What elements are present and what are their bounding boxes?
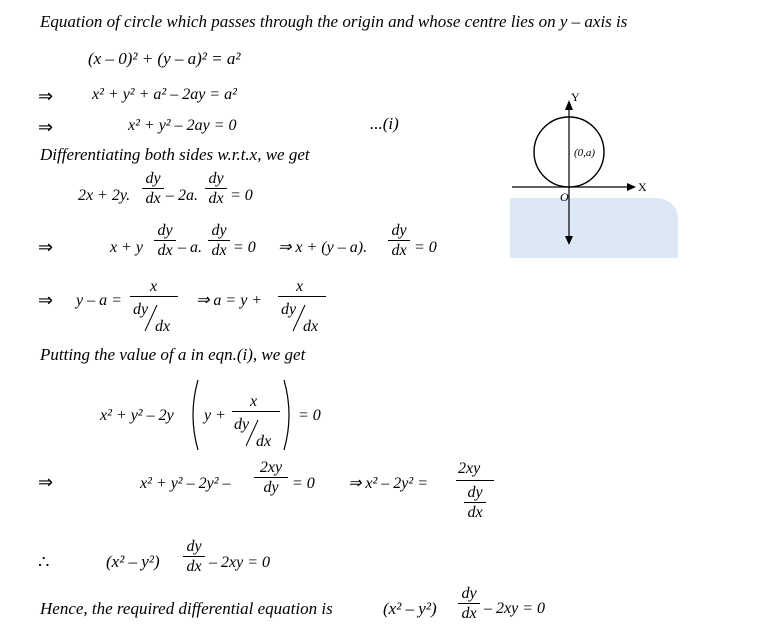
eq9-right: – 2xy = 0 — [209, 554, 270, 571]
fraction-dydx: dy dx — [205, 170, 227, 207]
implies-symbol: ⇒ — [38, 86, 54, 106]
equation-circle: (x – 0)² + (y – a)² = a² — [88, 49, 241, 68]
x-axis-label: X — [638, 180, 647, 194]
nested-dx: dx — [303, 318, 319, 335]
eq5b-right: = 0 — [414, 239, 437, 256]
equation-simplified: x² + y² – 2ay = 0 — [128, 117, 237, 134]
implies-symbol: ⇒ — [38, 237, 54, 257]
differentiating-line: Differentiating both sides w.r.t.x, we get — [40, 145, 310, 164]
y-axis-label: Y — [571, 90, 580, 104]
nested-dx: dx — [256, 433, 272, 450]
nested-dy: dy — [234, 416, 250, 433]
implies-symbol: ⇒ — [38, 472, 54, 492]
eq7-inner: y + — [204, 407, 226, 424]
fraction-bar — [456, 480, 494, 481]
final-right: – 2xy = 0 — [484, 600, 545, 617]
eq5-left: x + y — [110, 239, 143, 256]
fraction-2xy-dy: 2xy dy — [254, 459, 288, 496]
nested-dx: dx — [155, 318, 171, 335]
circle-diagram — [508, 90, 684, 260]
nested-dy: dy — [133, 301, 149, 318]
eq9-left: (x² – y²) — [106, 552, 160, 571]
final-left: (x² – y²) — [383, 599, 437, 618]
eq7-left: x² + y² – 2y — [100, 407, 174, 424]
eq4-mid: – 2a. — [166, 187, 198, 204]
equation-expanded: x² + y² + a² – 2ay = a² — [92, 86, 237, 103]
eq5b-left: ⇒ x + (y – a). — [278, 239, 368, 256]
right-paren — [282, 378, 296, 452]
implies-symbol: ⇒ — [38, 117, 54, 137]
numerator-x: x — [296, 278, 304, 295]
fraction-dydx: dy dx — [458, 585, 480, 622]
fraction-bar — [278, 296, 326, 297]
numerator-x: x — [150, 278, 158, 295]
eq8b-left: ⇒ x² – 2y² = — [348, 475, 428, 492]
fraction-bar — [130, 296, 178, 297]
eq4-left: 2x + 2y. — [78, 187, 131, 204]
shaded-region — [510, 198, 678, 258]
eq8-left: x² + y² – 2y² – — [140, 475, 231, 492]
centre-label: (0,a) — [574, 147, 596, 159]
eq6b-left: ⇒ a = y + — [196, 292, 263, 309]
eq5-right: = 0 — [233, 239, 256, 256]
hence-line: Hence, the required differential equation is — [40, 599, 333, 618]
equation-tag: ...(i) — [370, 114, 399, 133]
nested-dy: dy — [281, 301, 297, 318]
putting-line: Putting the value of a in eqn.(i), we get — [40, 345, 306, 364]
fraction-dydx: dy dx — [154, 222, 176, 259]
fraction-dydx: dy dx — [142, 170, 164, 207]
numerator-2xy: 2xy — [458, 460, 481, 477]
x-axis-arrow-icon — [627, 183, 636, 191]
therefore-symbol: ∴ — [38, 552, 50, 572]
fraction-dydx: dy dx — [183, 538, 205, 575]
fraction-dydx: dy dx — [464, 484, 486, 521]
origin-label: O — [560, 190, 569, 204]
fraction-dydx: dy dx — [208, 222, 230, 259]
fraction-dydx: dy dx — [388, 222, 410, 259]
numerator-x: x — [250, 393, 258, 410]
implies-symbol: ⇒ — [38, 290, 54, 310]
eq7-right: = 0 — [298, 407, 321, 424]
eq5-mid: – a. — [178, 239, 202, 256]
eq4-right: = 0 — [230, 187, 253, 204]
intro-line: Equation of circle which passes through the origin and whose centre lies on y – axis is — [40, 12, 628, 31]
eq8-mid: = 0 — [292, 475, 315, 492]
left-paren — [186, 378, 200, 452]
eq6-left: y – a = — [76, 292, 122, 309]
fraction-bar — [232, 411, 280, 412]
